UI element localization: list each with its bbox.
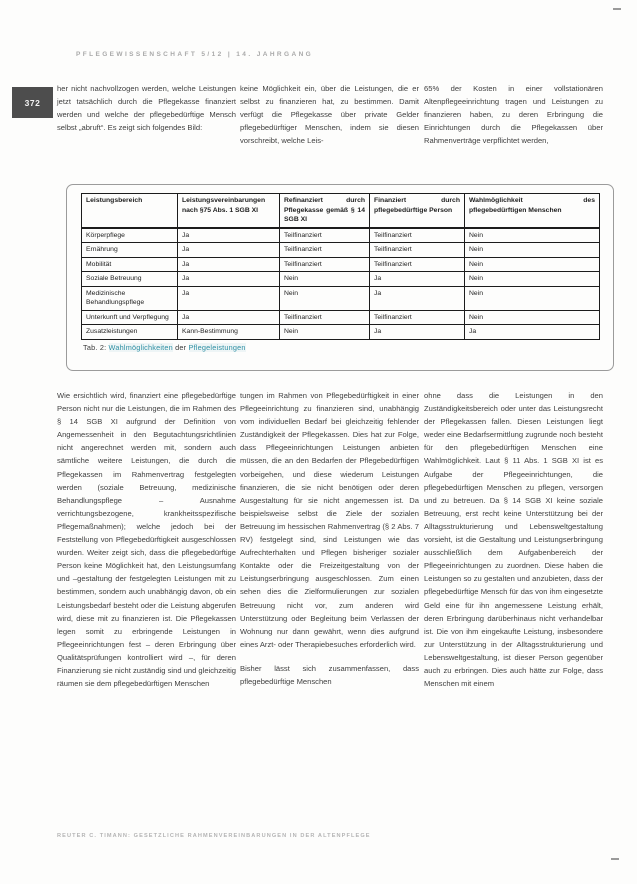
journal-running-head: PFLEGEWISSENSCHAFT 5/12 | 14. JAHRGANG [76, 51, 314, 58]
table-cell: Ja [178, 257, 280, 272]
table-cell: Teilfinanziert [280, 257, 370, 272]
table-cell: Nein [280, 286, 370, 310]
table-cell: Unterkunft und Verpflegung [82, 310, 178, 325]
table-row [82, 257, 600, 272]
table-row [82, 194, 600, 228]
table-cell: Teilfinanziert [280, 228, 370, 243]
table-cell: Ja [178, 228, 280, 243]
table-header-row [82, 194, 600, 228]
table-cell: Nein [280, 325, 370, 340]
table-caption [83, 343, 246, 352]
crop-mark-top [613, 8, 621, 10]
table-row [82, 272, 600, 287]
body-middle-paragraph-2: Bisher lässt sich zusammenfassen, dass pflegebedürftige Menschen [240, 663, 419, 686]
care-services-table [81, 193, 600, 340]
table-cell: Nein [465, 257, 600, 272]
table-cell: Mobilität [82, 257, 178, 272]
body-column-right: ohne dass die Leistungen in den Zuständigkeitsbereich oder unter das Leistungsrecht der Pflegekassen fallen. Diesen Leistungen liegt weder eine Bedarfsermittlung zugrunde noch besteht für den pflegebedürftigen Menschen eine Wahlmöglichkeit. Laut § 11 Abs. 1 SGB XI ist es Aufgabe der Pflegeeinrichtungen, die pflegebedürftigen Menschen zu pflegen, versorgen und zu betreuen. Da § 14 SGB XI keine soziale Betreuung, erst recht keine Unterstützung bei der Alltagsstrukturierung und Lebensweltgestaltung vorsieht, ist die Gestaltung und Leistungserbringung ausschließlich dem Aufgabenbereich der Pflegeeinrichtungen zu zuordnen. Diese haben die Leistungen so zu gestalten und anzubieten, dass der pflegebedürftige Mensch für das von ihm eingesetzte Geld eine für ihn angemessene Leistung erhält, deren Erbringung darüberhinaus nicht verhandelbar ist. Die von ihm eingekaufte Leistung, insbesondere zur Unterstützung in der Alltagsstrukturierung und Lebensweltgestaltung, ist dieser Person gegenüber auch zu erbringen. Dies auch hätte zur Folge, dass Menschen mit einem [424, 391, 603, 689]
table-body [82, 228, 600, 340]
crop-mark-bottom [611, 858, 619, 860]
table-cell: Teilfinanziert [280, 310, 370, 325]
table-cell: Teilfinanziert [280, 243, 370, 258]
table-row [82, 243, 600, 258]
table-cell: Nein [465, 286, 600, 310]
table-cell: Ja [370, 286, 465, 310]
body-column-left: Wie ersichtlich wird, finanziert eine pflegebedürftige Person nicht nur die Leistungen, die im Rahmen des § 14 SGB XI aufgrund der Definition von Angemessenheit in den Begutachtungsrichtlinien nicht angerechnet werden mit, sondern auch sämtliche weitere Leistungen, die durch die Pflegekassen im Rahmenvertrag festgelegten werden (soziale Betreuung, medizinische Behandlungspflege – Ausnahme verrichtungsbezogene, krankheitsspezifische Pflegemaßnahmen); welche jedoch bei der Feststellung von Pflegebedürftigkeit ausgeschlossen wurden. Weiter zeigt sich, dass die pflegebedürftige Person keine Möglichkeit hat, den Leistungsumfang und –gestaltung der festgelegten Leistungen mit zu bestimmen, sondern auch unabhängig davon, ob ein Leistungsbedarf besteht oder die Leistung abgerufen wird, diese mit zu finanzieren ist. Die Pflegekassen legen somit zu erbringende Leistungen in Pflegeeinrichtungen fest – deren Erbringung über Qualitätsprüfungen kontrolliert wird –, für deren Finanzierung sie nicht zuständig sind und gleichzeitig räumen sie dem pflegebedürftigen Menschen [57, 391, 236, 689]
table-header-cell: Finanziert durch pflegebedürftige Person [370, 194, 465, 228]
page-number-badge [12, 87, 53, 118]
table-cell: Ja [178, 243, 280, 258]
table-cell: Ja [465, 325, 600, 340]
intro-column-right: 65% der Kosten in einer vollstationären Altenpflegeeinrichtung tragen und Leistungen zu finanzieren haben, zu deren Erbringung die Einrichtungen durch die Pflegekassen über Rahmenverträge verpflichtet werden, [424, 84, 603, 146]
table-header-cell: Leistungsvereinbarungen nach §75 Abs. 1 SGB XI [178, 194, 280, 228]
table-cell: Ja [370, 272, 465, 287]
intro-column-left: her nicht nachvollzogen werden, welche Leistungen jetzt tatsächlich durch die Pflegekasse finanziert werden und welche der pflegebedürftige Mensch selbst „abruft“. Es zeigt sich folgendes Bild: [57, 84, 236, 133]
table-cell: Ja [178, 310, 280, 325]
caption-middle: der [172, 343, 189, 352]
table-cell: Ja [370, 325, 465, 340]
table-header-cell: Wahlmöglichkeit des pflegebedürftigen Menschen [465, 194, 600, 228]
table-cell: Teilfinanziert [370, 310, 465, 325]
table-header-cell: Leistungsbereich [82, 194, 178, 228]
article-footer: REUTER C. TIMANN: GESETZLICHE RAHMENVEREINBARUNGEN IN DER ALTENPFLEGE [57, 833, 371, 839]
caption-highlight-1: Wahlmöglichkeiten [108, 343, 173, 352]
table-cell: Teilfinanziert [370, 228, 465, 243]
table-cell: Nein [465, 228, 600, 243]
table-cell: Nein [465, 243, 600, 258]
table-cell: Soziale Betreuung [82, 272, 178, 287]
table-cell: Medizinische Behandlungspflege [82, 286, 178, 310]
table-header-cell: Refinanziert durch Pflegekasse gemäß § 14 SGB XI [280, 194, 370, 228]
caption-label: Tab. 2: [83, 343, 109, 352]
caption-highlight-2: Pflegeleistungen [188, 343, 246, 352]
table-cell: Ernährung [82, 243, 178, 258]
table-cell: Ja [178, 272, 280, 287]
table-cell: Teilfinanziert [370, 257, 465, 272]
table-frame [66, 184, 614, 371]
table-cell: Nein [465, 272, 600, 287]
table-cell: Kann-Bestimmung [178, 325, 280, 340]
table-cell: Zusatzleistungen [82, 325, 178, 340]
table-cell: Nein [280, 272, 370, 287]
table-cell: Ja [178, 286, 280, 310]
table-row [82, 228, 600, 243]
intro-column-middle: keine Möglichkeit ein, über die Leistungen, die er selbst zu finanzieren hat, zu bestimmen. Damit verfügt die Pflegekasse über private Gelder pflegebedürftiger Menschen, indem sie diesen vorschreibt, welche Leis- [240, 84, 419, 146]
body-column-middle [240, 389, 419, 699]
table-cell: Nein [465, 310, 600, 325]
table-row [82, 286, 600, 310]
page-number: 372 [24, 97, 41, 108]
body-middle-paragraph-1: tungen im Rahmen von Pflegebedürftigkeit in einer Pflegeeinrichtung zu finanzieren sind, unabhängig vom individuellen Bedarf bei gleichzeitig fehlender Zuständigkeit der Pflegekassen. Dies hat zur Folge, dass Pflegeeinrichtungen Leistungen anbieten müssen, die an den Bedarfen der Pflegebedürftigen vorbeigehen, und diese wiederum Leistungen finanzieren, die sie nicht benötigen oder deren Ausgestaltung für sie nicht angemessen ist. Da beispielsweise selbst die Ziele der sozialen Betreuung im hessischen Rahmenvertrag (§ 2 Abs. 7 RV) festgelegt sind, sind Leistungen wie das Aufrechterhalten und Pflegen bisheriger sozialer Kontakte oder die Freizeitgestaltung von der Leistungserbringung ausgeschlossen. Zum einen sehen dies die Zielformulierungen zur sozialen Betreuung nicht vor, zum anderen wird Unterstützung oder Begleitung beim Verlassen der Wohnung nur dann gewährt, wenn dies aufgrund eines Arzt- oder Therapiebesuches erforderlich wird. [240, 391, 419, 649]
table-cell: Körperpflege [82, 228, 178, 243]
table-row [82, 325, 600, 340]
table-row [82, 310, 600, 325]
table-cell: Teilfinanziert [370, 243, 465, 258]
